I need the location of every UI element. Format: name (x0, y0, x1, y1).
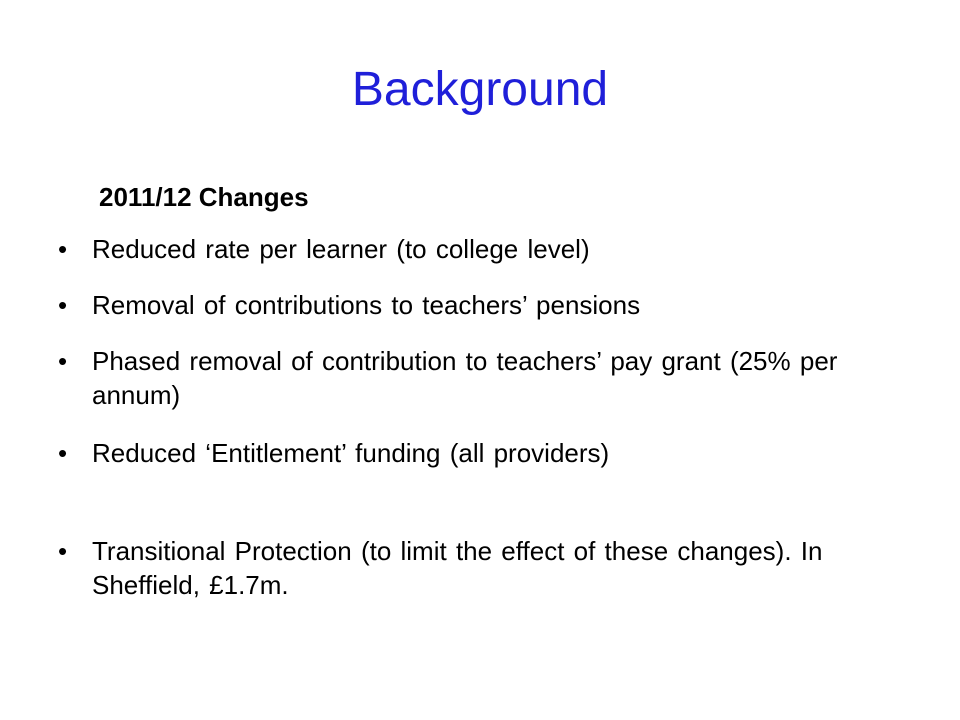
bullet-icon: • (58, 536, 68, 566)
bullet-item (58, 436, 878, 470)
bullet-icon: • (58, 438, 68, 468)
bullet-icon: • (58, 290, 68, 320)
bullet-text: Removal of contributions to teachers’ pensions (92, 290, 641, 320)
bullet-text: Transitional Protection (to limit the effect of these changes). In Sheffield, £1.7m. (92, 536, 823, 600)
bullet-item (58, 534, 878, 602)
bullet-item (58, 232, 878, 266)
bullet-text: Phased removal of contribution to teachers’ pay grant (25% per annum) (92, 346, 838, 410)
bullet-icon: • (58, 346, 68, 376)
bullet-item (58, 344, 878, 412)
bullet-icon: • (58, 234, 68, 264)
bullet-text: Reduced ‘Entitlement’ funding (all providers) (92, 438, 610, 468)
subheading: 2011/12 Changes (99, 182, 309, 212)
slide-title: Background (351, 63, 609, 116)
bullet-list (58, 232, 878, 602)
bullet-text: Reduced rate per learner (to college level) (92, 234, 590, 264)
bullet-item (58, 288, 878, 322)
